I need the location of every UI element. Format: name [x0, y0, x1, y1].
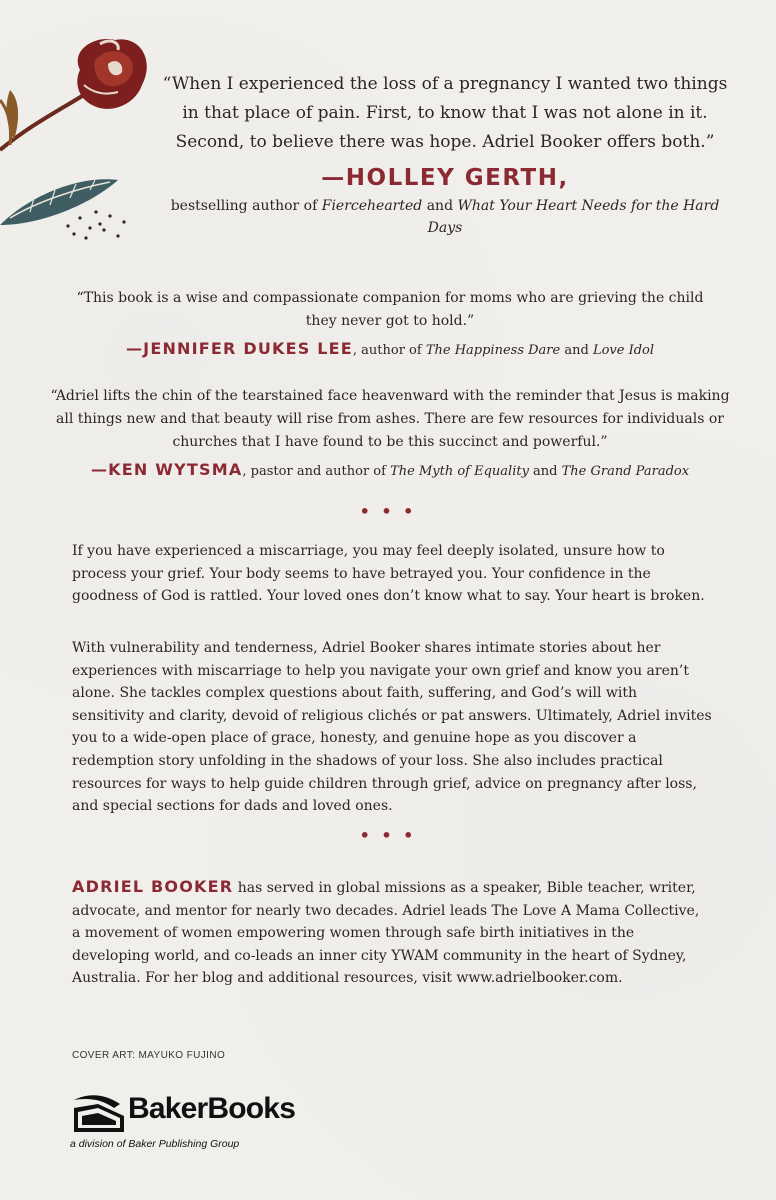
author-name: —JENNIFER DUKES LEE: [125, 339, 353, 358]
description-paragraph: With vulnerability and tenderness, Adriel Booker shares intimate stories about her experiences with miscarriage to help you navigate your own grief and know you aren’t alone. She tackles complex questions about faith, suffering, and God’s will with sensitivity and clarity, devoid of religious clichés or pat answers. Ultimately, Adriel invites you to a wide-open place of grace, honesty, and genuine hope as you discover a redemption story unfolding in the shadows of your loss. She also includes practical resources for ways to help guide children through grief, advice on pregnancy after loss, and special sections for dads and loved ones.: [72, 640, 712, 815]
book-title: Love Idol: [592, 343, 655, 358]
author-suffix: ,: [558, 165, 569, 191]
cover-art-credit: COVER ART: MAYUKO FUJINO: [72, 1050, 226, 1061]
description-paragraph: If you have experienced a miscarriage, you may feel deeply isolated, unsure how to process your grief. Your body seems to have betrayed you. Your confidence in the goodness of God is rattled. Your loved ones don’t know what to say. Your heart is broken.: [72, 543, 705, 605]
endorsement-holley-gerth: [155, 70, 735, 239]
credential-text: and: [560, 343, 593, 358]
endorsement-quote: “This book is a wise and compassionate companion for moms who are grieving the child they never got to hold.”: [76, 290, 704, 329]
credential-text: , author of: [352, 343, 426, 358]
bio-author-name: ADRIEL BOOKER: [72, 877, 234, 896]
author-name: —KEN WYTSMA: [90, 460, 243, 479]
book-title: What Your Heart Needs for the Hard Days: [427, 198, 720, 236]
author-credential: [155, 195, 735, 239]
section-separator: • • •: [359, 502, 417, 521]
credential-text: and: [422, 198, 458, 214]
publisher-subtitle: a division of Baker Publishing Group: [70, 1138, 240, 1150]
author-name: —HOLLEY GERTH: [321, 165, 559, 191]
endorsement-attribution: [50, 460, 730, 482]
book-title: The Myth of Equality: [390, 464, 529, 479]
credential-text: , pastor and author of: [242, 464, 391, 479]
endorsement-quote: “When I experienced the loss of a pregnancy I wanted two things in that place of pain. First, to know that I was not alone in it. Second, to believe there was hope. Adriel Booker offers both.”: [162, 74, 728, 152]
book-title: Fiercehearted: [321, 198, 423, 214]
section-separator: • • •: [359, 826, 417, 845]
rose-flower-illustration: [0, 30, 160, 240]
publisher-name: BakerBooks: [128, 1092, 296, 1125]
credential-text: bestselling author of: [170, 198, 322, 214]
credential-text: and: [528, 464, 562, 479]
bio-text: has served in global missions as a speaker, Bible teacher, writer, advocate, and mentor for nearly two decades. Adriel leads The Love A Mama Collective, a movement of women empowering women through safe birth initiatives in the developing world, and co-leads an inner city YWAM community in the heart of Sydney, Australia. For her blog and additional resources, visit www.adrielbooker.com.: [72, 880, 700, 987]
endorsement-attribution: [60, 339, 720, 361]
baker-books-logo-icon: [70, 1090, 126, 1134]
endorsement-ken-wytsma: [50, 385, 730, 482]
endorsement-quote: “Adriel lifts the chin of the tearstained face heavenward with the reminder that Jesus is making all things new and that beauty will rise from ashes. There are few resources for individuals or churches that I have found to be this succinct and powerful.”: [50, 388, 730, 450]
book-title: The Grand Paradox: [561, 464, 690, 479]
author-bio: [72, 876, 712, 990]
publisher-logo: [70, 1088, 330, 1158]
endorsement-author: [155, 165, 735, 191]
endorsement-jennifer-dukes-lee: [60, 287, 720, 361]
book-title: The Happiness Dare: [425, 343, 561, 358]
